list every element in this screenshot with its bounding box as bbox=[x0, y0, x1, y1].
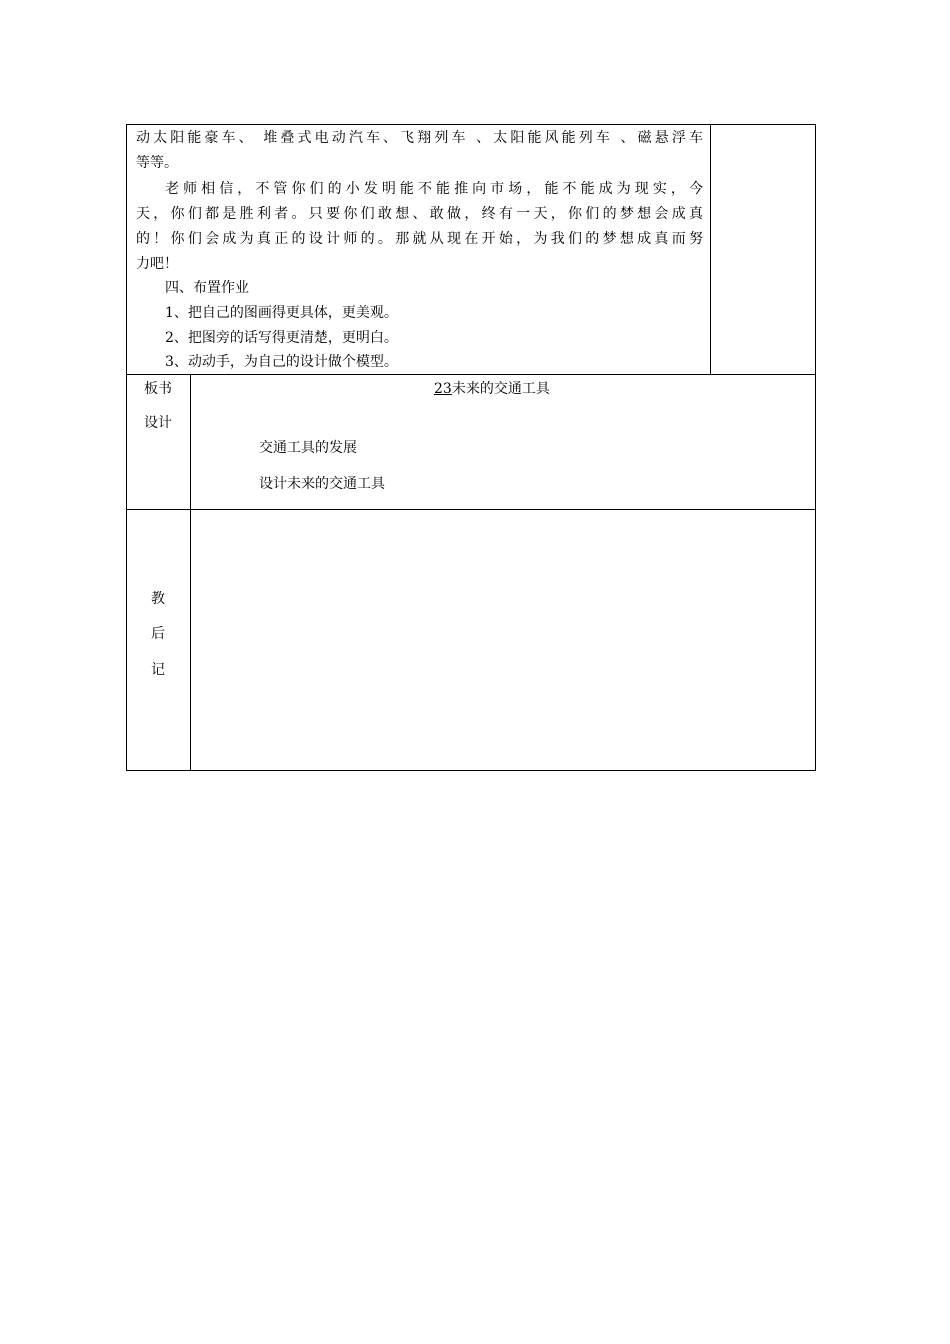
paragraph-line-4: 力吧！ bbox=[136, 256, 178, 272]
content-line-1: 动太阳能豪车、 堆叠式电动汽车、飞翔列车 、太阳能风能列车 、磁悬浮车 bbox=[136, 130, 703, 146]
board-point-1: 交通工具的发展 bbox=[259, 440, 357, 456]
notes-column-divider bbox=[710, 124, 711, 374]
homework-title: 四、布置作业 bbox=[165, 280, 249, 296]
paragraph-line-1: 老师相信，不管你们的小发明能不能推向市场，能不能成为现实，今 bbox=[165, 181, 703, 197]
paragraph-line-2: 天，你们都是胜利者。只要你们敢想、敢做，终有一天，你们的梦想会成真 bbox=[136, 206, 703, 222]
board-title bbox=[434, 377, 550, 402]
reflection-label-char-3: 记 bbox=[151, 662, 165, 678]
homework-item-1: 1、把自己的图画得更具体，更美观。 bbox=[165, 305, 398, 321]
lesson-title: 未来的交通工具 bbox=[451, 381, 550, 397]
paragraph-line-3: 的！你们会成为真正的设计师的。那就从现在开始，为我们的梦想成真而努 bbox=[136, 231, 703, 247]
reflection-label-char-2: 后 bbox=[151, 626, 165, 642]
board-label-1: 板书 bbox=[144, 381, 172, 397]
homework-item-2: 2、把图旁的话写得更清楚，更明白。 bbox=[165, 330, 398, 346]
reflection-label-char-1: 教 bbox=[151, 591, 165, 607]
content-line-2: 等等。 bbox=[136, 155, 178, 171]
reflection-content-area bbox=[191, 510, 815, 770]
board-label-2: 设计 bbox=[144, 415, 172, 431]
board-point-2: 设计未来的交通工具 bbox=[259, 476, 385, 492]
lesson-number: 23 bbox=[434, 381, 452, 397]
homework-item-3: 3、动动手，为自己的设计做个模型。 bbox=[165, 354, 398, 370]
